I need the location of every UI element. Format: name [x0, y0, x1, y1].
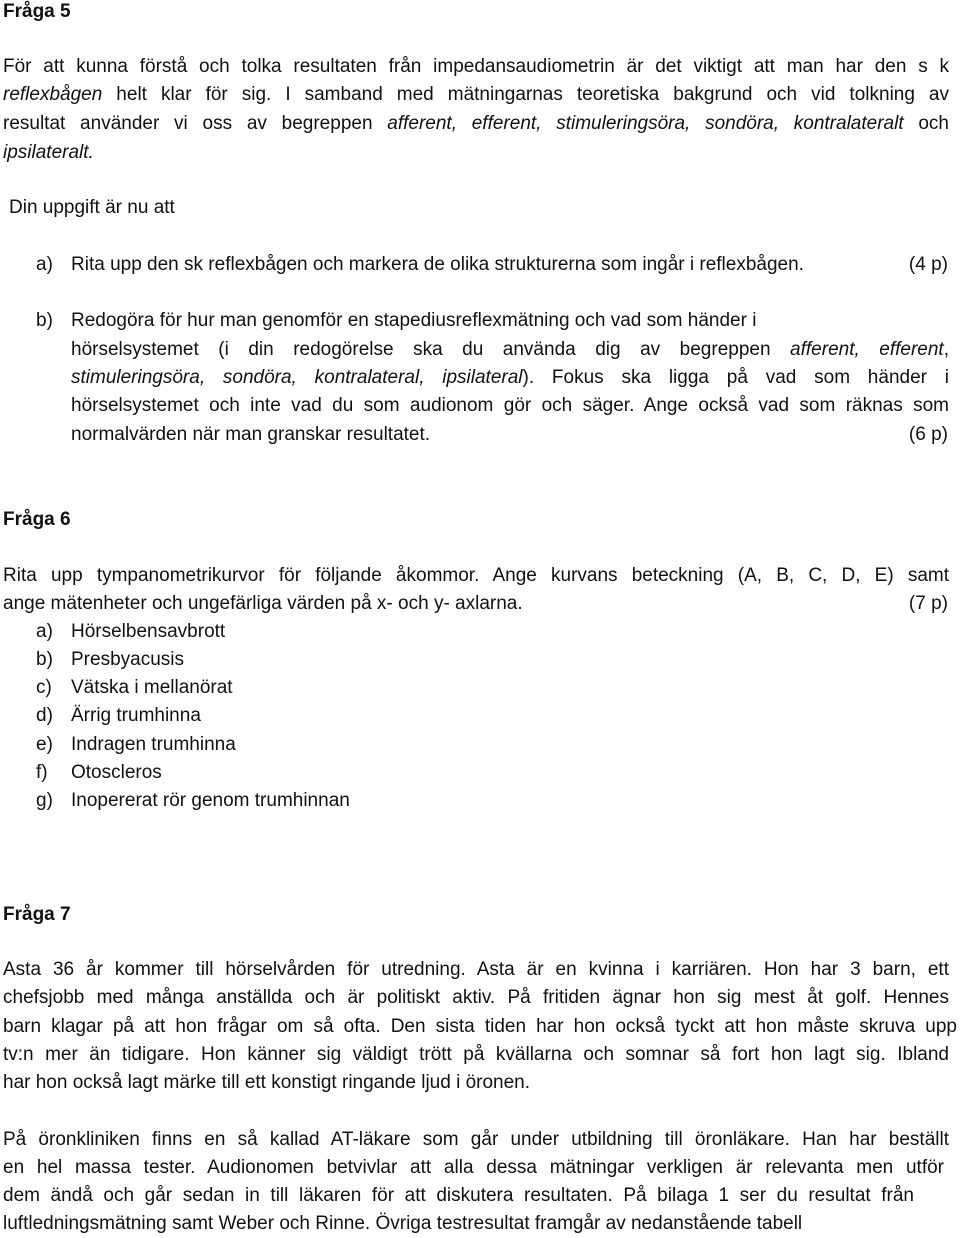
q6-item-label: b)	[36, 649, 53, 670]
q6-item-label: c)	[36, 677, 52, 698]
q5-item-a-points: (4 p)	[908, 254, 948, 275]
q5-item-b-label: b)	[36, 310, 53, 331]
q5-item-b-line-3: stimuleringsöra, sondöra, kontralateral, ipsilateral). Fokus ska ligga på vad som händer i	[71, 367, 949, 388]
q5-intro-line-1: För att kunna förstå och tolka resultaten från impedansaudiometrin är det viktigt att man har den s k	[3, 56, 949, 77]
q6-item-text: Presbyacusis	[71, 649, 184, 670]
q5-item-a-label: a)	[36, 254, 53, 275]
q6-item-label: e)	[36, 734, 53, 755]
q5-task-intro: Din uppgift är nu att	[9, 197, 175, 218]
q6-item-label: f)	[36, 762, 48, 783]
q6-points: (7 p)	[908, 593, 948, 614]
q6-intro-line-2: ange mätenheter och ungefärliga värden på x- och y- axlarna.	[3, 593, 523, 614]
q6-item-text: Vätska i mellanörat	[71, 677, 233, 698]
q6-item-label: g)	[36, 790, 53, 811]
q6-item-text: Otoscleros	[71, 762, 162, 783]
q6-item-text: Hörselbensavbrott	[71, 621, 226, 642]
q7-p2-line: På öronkliniken finns en så kallad AT-läkare som går under utbildning till öronläkare. Han har beställt	[3, 1129, 949, 1150]
q7-p1-line: chefsjobb med många anställda och är politiskt aktiv. På fritiden ägnar hon sig mest åt golf. Hennes	[3, 987, 949, 1008]
q5-intro-line-4: ipsilateralt.	[3, 142, 94, 163]
q5-item-a-text: Rita upp den sk reflexbågen och markera de olika strukturerna som ingår i reflexbågen.	[71, 254, 804, 275]
q6-item-label: d)	[36, 705, 53, 726]
q6-item-label: a)	[36, 621, 53, 642]
q7-p1-line: har hon också lagt märke till ett konstigt ringande ljud i öronen.	[3, 1072, 531, 1093]
q5-item-b-line-4: hörselsystemet och inte vad du som audionom gör och säger. Ange också vad som räknas som	[71, 395, 949, 416]
q5-item-b-line-5: normalvärden när man granskar resultatet.	[71, 424, 431, 445]
q5-intro-line-3: resultat använder vi oss av begreppen afferent, efferent, stimuleringsöra, sondöra, kontralateralt och	[3, 113, 949, 134]
q7-p1-line: tv:n mer än tidigare. Hon känner sig väldigt trött på kvällarna och somnar så fort hon lagt sig. Ibland	[3, 1044, 949, 1065]
q6-item-text: Indragen trumhinna	[71, 734, 236, 755]
q7-p2-line: en hel massa tester. Audionomen betvivlar att alla dessa mätningar verkligen är relevanta men utför	[3, 1157, 944, 1178]
heading-question-6: Fråga 6	[3, 509, 71, 530]
q5-item-b-line-2: hörselsystemet (i din redogörelse ska du använda dig av begreppen afferent, efferent,	[71, 339, 949, 360]
q5-item-b-line-1: Redogöra för hur man genomför en stapediusreflexmätning och vad som händer i	[71, 310, 757, 331]
q5-item-b-points: (6 p)	[908, 424, 948, 445]
q7-p1-line: Asta 36 år kommer till hörselvården för utredning. Asta är en kvinna i karriären. Hon har 3 barn, ett	[3, 959, 949, 980]
q7-p1-line: barn klagar på att hon frågar om så ofta. Den sista tiden har hon också tyckt att hon måste skruva upp	[3, 1016, 957, 1037]
q7-p2-line: luftledningsmätning samt Weber och Rinne. Övriga testresultat framgår av nedanstående tabell	[3, 1213, 803, 1234]
q7-p2-line: dem ändå och går sedan in till läkaren för att diskutera resultaten. På bilaga 1 ser du resultat från	[3, 1185, 914, 1206]
heading-question-5: Fråga 5	[3, 1, 71, 22]
q5-intro-line-2: reflexbågen helt klar för sig. I samband med mätningarnas teoretiska bakgrund och vid tolkning av	[3, 84, 949, 105]
q6-item-text: Inopererat rör genom trumhinnan	[71, 790, 350, 811]
heading-question-7: Fråga 7	[3, 904, 71, 925]
q6-intro-line-1: Rita upp tympanometrikurvor för följande åkommor. Ange kurvans beteckning (A, B, C, D, E) samt	[3, 565, 949, 586]
q6-item-text: Ärrig trumhinna	[71, 705, 201, 726]
